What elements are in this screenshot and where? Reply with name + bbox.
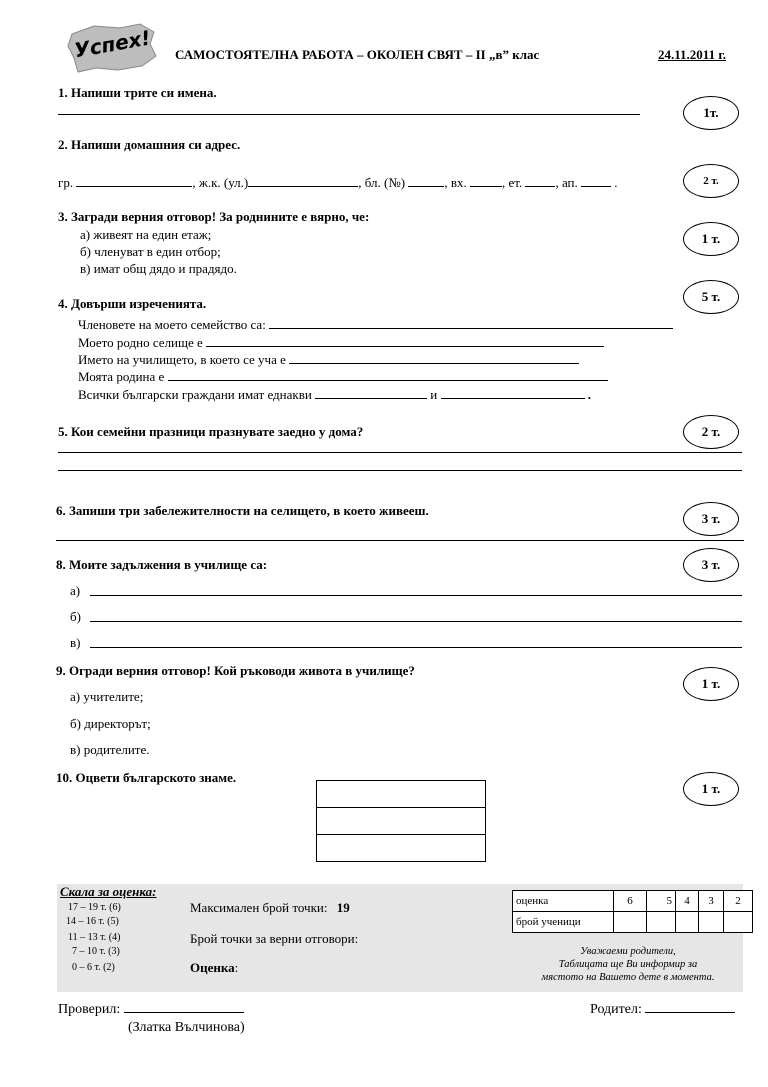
q5-answer-line	[58, 452, 742, 453]
q4-sentence-text: Моята родина е	[78, 369, 165, 384]
q2-block-blank	[408, 174, 444, 187]
grade-cell: 6	[614, 891, 647, 912]
q2-floor-label: , ет.	[501, 175, 523, 190]
q4-sentence	[78, 386, 591, 403]
q8-option-label: в)	[70, 635, 81, 650]
max-points-value: 19	[336, 900, 350, 915]
q4-sentence-text: Името на училището, в което се уча е	[78, 352, 286, 367]
note-line: Таблицата ще Ви информир за	[558, 959, 698, 970]
q4-sentence	[78, 334, 604, 351]
page-date: 24.11.2011 г.	[658, 47, 727, 62]
page-title: САМОСТОЯТЕЛНА РАБОТА – ОКОЛЕН СВЯТ – II „в” клас	[175, 47, 540, 62]
q5-answer-line	[58, 470, 742, 471]
table-header-cell: брой ученици	[513, 912, 614, 933]
note-line: мястото на Вашето дете в момента.	[541, 972, 715, 983]
q2-complex-label: , ж.к. (ул.)	[192, 175, 249, 190]
parent-note	[512, 945, 744, 984]
flag-outline[interactable]	[316, 780, 486, 862]
checked-by-blank	[124, 1000, 244, 1013]
q2-floor-blank	[525, 174, 555, 187]
checked-by-name: (Златка Вълчинова)	[128, 1020, 245, 1035]
q5-points: 2 т.	[683, 415, 739, 449]
parent-sign	[590, 1000, 735, 1018]
q2-title: 2. Напиши домашния си адрес.	[58, 137, 241, 152]
q9-points: 1 т.	[683, 667, 739, 701]
q3-points: 1 т.	[683, 222, 739, 256]
parent-label: Родител:	[590, 1002, 642, 1017]
logo-text: Успех!	[72, 25, 153, 63]
max-points-label: Максимален брой точки:	[190, 900, 328, 915]
q2-end: .	[614, 175, 618, 190]
grade-cell: 5	[647, 891, 676, 912]
q2-town-label: гр.	[58, 175, 74, 190]
scale-row: 0 – 6 т. (2)	[72, 962, 115, 973]
q4-sentence-text: Всички български граждани имат еднакви	[78, 387, 312, 402]
q3-option: а) живеят на един етаж;	[80, 227, 212, 242]
q6-title: 6. Запиши три забележителности на селището, в което живееш.	[56, 503, 429, 518]
q4-title: 4. Довърши изреченията.	[58, 296, 207, 311]
q4-sentence-blank	[289, 351, 579, 364]
q8-option-label: а)	[70, 583, 81, 598]
grade-field	[190, 960, 238, 976]
q5-title: 5. Кои семейни празници празнувате заедно у дома?	[58, 424, 364, 439]
q4-points: 5 т.	[683, 280, 739, 314]
grade-distribution-table	[512, 890, 753, 933]
table-row	[513, 891, 753, 912]
checked-by-label: Проверил:	[58, 1002, 121, 1017]
table-header-cell: оценка	[513, 891, 614, 912]
q8-answer-line	[90, 621, 742, 622]
flag-stripe-middle[interactable]	[317, 808, 485, 835]
q9-title: 9. Огради верния отговор! Кой ръководи живота в училище?	[56, 663, 415, 678]
q4-sentence-blank	[315, 386, 427, 399]
count-cell[interactable]	[614, 912, 647, 933]
q1-points: 1т.	[683, 96, 739, 130]
q2-points: 2 т.	[683, 164, 739, 198]
scale-row: 7 – 10 т. (3)	[72, 946, 120, 957]
grade-cell: 4	[676, 891, 699, 912]
q4-sentence-text: Членовете на моето семейство са:	[78, 317, 266, 332]
table-row	[513, 912, 753, 933]
q10-title: 10. Оцвети българското знаме.	[56, 770, 237, 785]
q4-sentence	[78, 368, 608, 385]
scale-row: 14 – 16 т. (5)	[66, 916, 119, 927]
q2-apt-label: , ап.	[555, 175, 578, 190]
scale-row: 11 – 13 т. (4)	[68, 932, 121, 943]
count-cell[interactable]	[699, 912, 724, 933]
q2-entrance-label: , вх.	[444, 175, 467, 190]
q1-title: 1. Напиши трите си имена.	[58, 85, 217, 100]
count-cell[interactable]	[676, 912, 699, 933]
q2-complex-blank	[248, 174, 358, 187]
flag-stripe-top[interactable]	[317, 781, 485, 808]
q3-title: 3. Загради верния отговор! За роднините е вярно, че:	[58, 209, 370, 224]
scale-row: 17 – 19 т. (6)	[68, 902, 121, 913]
q9-option: а) учителите;	[70, 689, 144, 704]
q4-sentence	[78, 351, 579, 368]
count-cell[interactable]	[724, 912, 753, 933]
q8-option-label: б)	[70, 609, 81, 624]
q8-points: 3 т.	[683, 548, 739, 582]
flag-stripe-bottom[interactable]	[317, 835, 485, 861]
q4-end: .	[587, 387, 592, 402]
q3-option: в) имат общ дядо и прадядо.	[80, 261, 237, 276]
q4-sentence-text: Моето родно селище е	[78, 335, 203, 350]
grade-cell: 2	[724, 891, 753, 912]
q6-answer-line	[56, 540, 744, 541]
grade-label: Оценка	[190, 960, 235, 975]
grade-colon: :	[234, 960, 239, 975]
q2-apt-blank	[581, 174, 611, 187]
logo	[66, 22, 158, 74]
q4-sentence-blank	[441, 386, 585, 399]
correct-points-label: Брой точки за верни отговори:	[190, 931, 359, 946]
q10-points: 1 т.	[683, 772, 739, 806]
note-line: Уважаеми родители,	[580, 946, 676, 957]
q9-option: б) директорът;	[70, 716, 151, 731]
q4-sentence	[78, 316, 673, 333]
q4-sentence-blank	[168, 368, 608, 381]
q8-answer-line	[90, 647, 742, 648]
q1-answer-line	[58, 114, 640, 115]
q9-option: в) родителите.	[70, 742, 150, 757]
count-cell[interactable]	[647, 912, 676, 933]
q8-answer-line	[90, 595, 742, 596]
q3-option: б) членуват в един отбор;	[80, 244, 221, 259]
q2-block-label: , бл. (№)	[358, 175, 406, 190]
parent-blank	[645, 1000, 735, 1013]
q4-sentence-blank	[269, 316, 673, 329]
scale-title: Скала за оценка:	[60, 884, 157, 899]
q8-title: 8. Моите задължения в училище са:	[56, 557, 268, 572]
max-points	[190, 900, 350, 916]
q2-entrance-blank	[470, 174, 502, 187]
q4-sentence-blank	[206, 334, 604, 347]
q2-address-fields	[58, 174, 618, 191]
grade-cell: 3	[699, 891, 724, 912]
q2-town-blank	[76, 174, 192, 187]
checked-by	[58, 1000, 244, 1018]
q6-points: 3 т.	[683, 502, 739, 536]
q4-and: и	[430, 387, 438, 402]
